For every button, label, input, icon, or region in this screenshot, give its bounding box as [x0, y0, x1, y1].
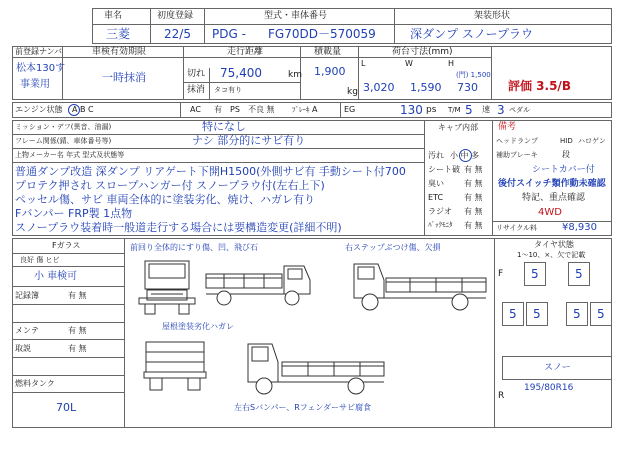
- maint-label: メンテ: [15, 326, 39, 335]
- truck-front-view: [137, 258, 197, 316]
- manual-options: 有 無: [68, 344, 87, 353]
- auction-sheet: [12, 8, 612, 438]
- body-value: 深ダンプ スノープラウ: [410, 27, 533, 41]
- eg-label: EG: [344, 105, 356, 114]
- ps-label: PS: [230, 105, 240, 114]
- frame-label: フレーム関係(錆、車体番号等): [15, 137, 112, 145]
- bed-H: H: [448, 59, 455, 68]
- equipment-title: 備考: [498, 122, 517, 132]
- stains-label: 汚れ: [428, 151, 444, 160]
- maker-label: 車名: [104, 11, 123, 21]
- ac-label: AC: [190, 105, 201, 114]
- note-line-1: 普通ダンプ改造 深ダンプ リアゲート下開H1500(外側サビ有 手動シート付700: [15, 165, 406, 178]
- frame-value: ナシ 部分的にサビ有り: [192, 134, 306, 147]
- maint-options: 有 無: [68, 326, 87, 335]
- capacity-label: 積載量: [314, 47, 342, 57]
- equipment-note-4: 4WD: [538, 207, 562, 218]
- aux-brake-label: 補助ブレーキ: [496, 151, 538, 159]
- recycle-value: ¥8,930: [562, 222, 597, 233]
- equipment-note-2: 後付スイッチ類作動未確認: [498, 179, 606, 189]
- truck-top-side-view: [244, 336, 388, 398]
- power-unit: ps: [426, 105, 437, 115]
- plate-value: 松本130す: [16, 63, 66, 74]
- tires-scale-note: 1〜10、×、欠で記載: [517, 251, 586, 259]
- tire-size: 195/80R16: [524, 383, 574, 393]
- inspection-label: 車検有効期限: [92, 47, 147, 57]
- truck-rear-view: [142, 338, 208, 394]
- bed-label: 荷台寸法(mm): [392, 47, 453, 57]
- halogen-label: ハロゲン: [578, 137, 606, 145]
- mileage-value: 75,400: [220, 66, 262, 80]
- smell-options: 有 無: [464, 179, 483, 188]
- inspection-value: 一時抹消: [102, 71, 146, 84]
- tire-rr-outer-value: 5: [597, 307, 605, 321]
- glass-value: 小 車検可: [34, 271, 78, 282]
- brake-value: A: [312, 105, 318, 114]
- stains-circle-mark: [459, 149, 472, 162]
- spare-value: スノー: [544, 363, 571, 373]
- backcam-options: 有 無: [464, 221, 483, 230]
- plate-label: 前登録ナンバ: [15, 47, 63, 56]
- power-value: 130: [400, 103, 423, 117]
- fuel-value: 70L: [56, 401, 77, 414]
- bed-L: L: [361, 59, 366, 68]
- smell-label: 臭い: [428, 179, 444, 188]
- cab-title: キャブ内部: [438, 123, 478, 132]
- note-line-3: ペッセル傷、サビ 車両全体的に塗装劣化、焼け、ハガレ有り: [15, 193, 316, 206]
- tako-label: タコ有り: [214, 86, 242, 94]
- mileage-label: 走行距離: [227, 47, 264, 57]
- note-line-4: Fバンパー FRP製 1点物: [15, 207, 133, 220]
- body-maker-label: 上物メーカー名 年式 型式及状態等: [15, 151, 125, 159]
- tm-label: T/M: [448, 106, 461, 114]
- record-label: 記録簿: [15, 291, 39, 300]
- glass-label: Fガラス: [52, 241, 81, 250]
- mission-value: 特になし: [202, 120, 246, 133]
- etc-options: 有 無: [464, 193, 483, 202]
- bed-length: 3,020: [363, 81, 395, 94]
- model-label: 型式・車体番号: [264, 11, 328, 21]
- backcam-label: ﾊﾞｯｸﾓﾆﾀ: [428, 221, 453, 229]
- first-reg-value: 22/5: [164, 27, 191, 41]
- fuel-label: 燃料タンク: [15, 379, 55, 388]
- ac-value: 有: [214, 105, 222, 114]
- engine-circle-mark: [68, 104, 80, 116]
- seat-options: 有 無: [464, 165, 483, 174]
- model-value: FG70DD－570059: [268, 27, 376, 41]
- tire-fr-value: 5: [575, 267, 583, 281]
- truck-right-side-view: [350, 256, 490, 314]
- km-unit: km: [288, 70, 302, 80]
- glass-options: 良好 傷 ヒビ: [20, 256, 60, 264]
- massho-label: 抹消: [187, 85, 206, 95]
- seat-label: シート破: [428, 165, 460, 174]
- tire-fl-value: 5: [531, 267, 539, 281]
- tires-rear-label: R: [498, 391, 505, 401]
- bed-gate-height: (門) 1,500: [456, 71, 491, 79]
- hid-label: HID: [560, 137, 573, 145]
- bed-W: W: [405, 59, 413, 68]
- note-line-2: プロテク押され スロープハンガー付 スノープラウ付(左右上下): [15, 179, 325, 192]
- kire-label: 切れ: [187, 69, 206, 79]
- truck-left-side-view: [204, 260, 314, 308]
- kg-unit: kg: [347, 87, 358, 97]
- mission-label: ミッション・デフ(異音、油漏): [15, 123, 112, 131]
- model-prefix: PDG -: [212, 27, 246, 41]
- tm-value: 5: [465, 103, 473, 117]
- maker-value: 三菱: [106, 27, 131, 41]
- etc-label: ETC: [428, 193, 444, 202]
- pedal-label: ペダル: [509, 106, 530, 114]
- tires-front-label: F: [498, 269, 504, 279]
- use-value: 事業用: [20, 79, 50, 90]
- headlamp-label: ヘッドランプ: [496, 137, 538, 145]
- brake-label: ﾌﾞﾚｰｷ: [292, 106, 310, 114]
- body-label: 架装形状: [474, 11, 511, 21]
- recycle-label: リサイクル料: [496, 224, 538, 232]
- note-front: 前回り全体的にすり傷、凹、飛び石: [130, 243, 258, 252]
- record-options: 有 無: [68, 291, 87, 300]
- note-roof: 屋根塗装劣化ハガレ: [162, 322, 234, 331]
- pedal-value: 3: [497, 103, 505, 117]
- note-right-step: 右ステップぶつけ傷、欠損: [345, 243, 441, 252]
- grade-value: 評価 3.5/B: [508, 79, 571, 93]
- speed-label: 速: [482, 105, 490, 114]
- ps-value: 不良 無: [248, 105, 275, 114]
- tires-title: タイヤ状態: [534, 240, 574, 249]
- bed-width: 1,590: [410, 81, 442, 94]
- equipment-note-1: シートカバー付: [532, 165, 595, 175]
- manual-label: 取説: [15, 344, 31, 353]
- bed-height: 730: [457, 81, 478, 94]
- note-line-5: スノープラウ装着時一般道走行する場合には要構造変更(詳細不明): [15, 221, 342, 234]
- capacity-value: 1,900: [314, 65, 346, 78]
- tire-rr-inner-value: 5: [573, 307, 581, 321]
- tire-rl-outer-value: 5: [509, 307, 517, 321]
- tire-rl-inner-value: 5: [533, 307, 541, 321]
- stains-options: 小 中 多: [450, 151, 480, 160]
- aux-brake-value: 段: [562, 150, 570, 159]
- engine-label: エンジン状態: [15, 105, 63, 114]
- first-reg-label: 初度登録: [157, 11, 194, 21]
- radio-options: 有 無: [464, 207, 483, 216]
- engine-options: A B C: [72, 105, 94, 114]
- radio-label: ラジオ: [428, 207, 452, 216]
- equipment-note-3: 特記、重点確認: [522, 193, 586, 203]
- note-bumper: 左右Sバンパー、Rフェンダーサビ腐食: [234, 403, 372, 412]
